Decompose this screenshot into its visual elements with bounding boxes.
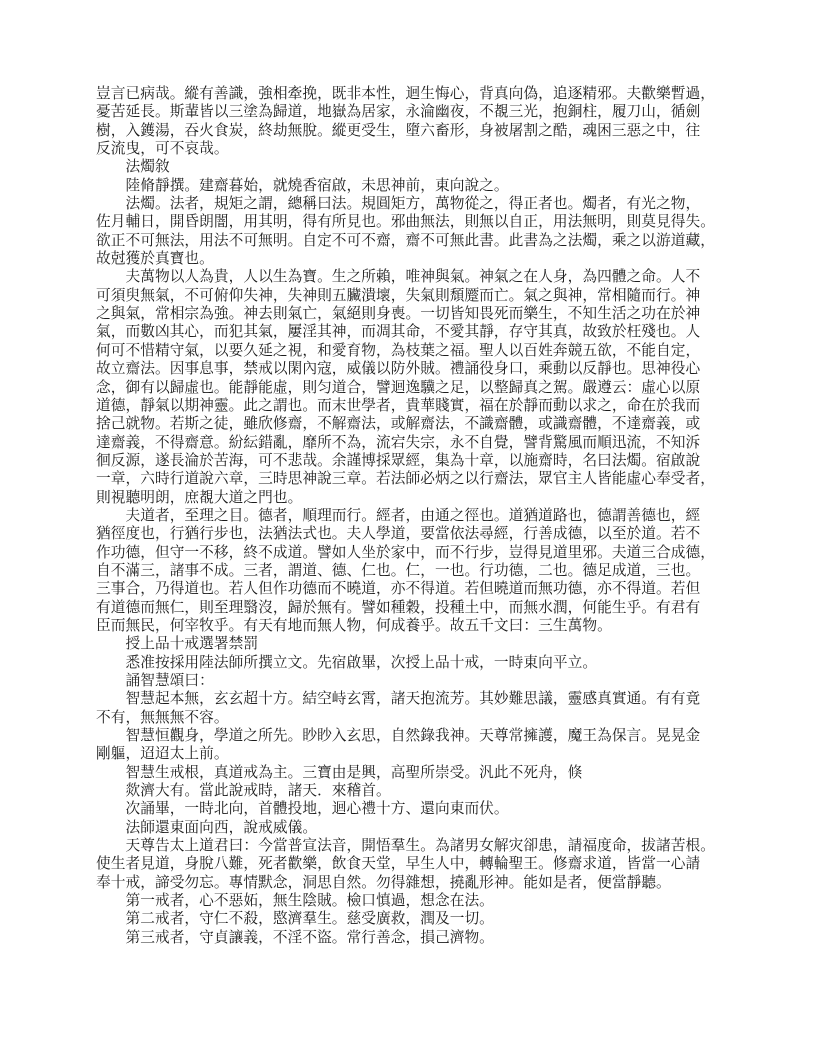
text-line: 氣，而數凶其心，而犯其氣，屢淫其神，而凋其命，不愛其靜，存守其真，故致於枉殘也。人 (96, 324, 701, 341)
text-line: 故尅獲於真寶也。 (96, 251, 214, 268)
text-line: 夫萬物以人為貴，人以生為寶。生之所賴，唯神與氣。神氣之在人身，為四體之命。人不 (96, 269, 701, 286)
text-line: 可須臾無氣，不可俯仰失神，失神則五臟潰壞，失氣則頹蹷而亡。氣之與神，常相隨而行。神 (96, 287, 701, 304)
text-line: 陸脩靜撰。建齋暮始，就燒香宿啟，未思神前，東向說之。 (96, 177, 509, 194)
text-line: 憂苦延長。斯輩皆以三塗為歸道，地嶽為居家，永淪幽夜，不覩三光，抱銅柱，履刀山，循劍 (96, 104, 701, 121)
text-line: 之與氣，常相宗為強。神去則氣亡，氣絕則身喪。一切皆知畏死而樂生，不知生活之功在於神 (96, 306, 701, 323)
text-line: 欻濟大有。當此說戒時，諸天．來稽首。 (96, 783, 391, 800)
text-line: 達齋義，不得齋意。紛紜錯亂，靡所不為，流宕失宗，永不自覺，譬背驚風而順迅流，不知泝 (96, 434, 701, 451)
text-line: 次誦畢，一時北向，首體投地，迴心禮十方、還向東而伏。 (96, 801, 509, 818)
text-line: 則視聽明朗，庶覩大道之門也。 (96, 489, 303, 506)
text-line: 悉准按採用陸法師所撰立文。先宿啟畢，次授上品十戒，一時東向平立。 (96, 654, 598, 671)
text-line: 徊反源，遂長淪於苦海，可不悲哉。余謹博採眾經，集為十章，以施齋時，名曰法燭。宿啟說 (96, 452, 701, 469)
text-line: 夫道者，至理之目。德者，順理而行。經者，由通之徑也。道猶道路也，德謂善德也，經 (96, 507, 701, 524)
text-line: 豈言已病哉。縱有善識，強相牽挽，既非本性，迴生悔心，背真向偽，追逐精邪。夫歡樂暫過， (96, 86, 715, 102)
text-line: 法師還東面向西，說戒威儀。 (96, 819, 318, 836)
text-line: 捨己就物。若斯之徒，雖欣修齋，不解齋法，或解齋法，不識齋體，或識齋體，不達齋義，或 (96, 416, 701, 433)
text-line: 三事合，乃得道也。若人但作功德而不曉道，亦不得道。若但曉道而無功德，亦不得道。若但 (96, 581, 701, 598)
text-line: 猶徑度也，行猶行步也，法猶法式也。夫人學道，要當依法尋經，行善成德，以至於道。若不 (96, 526, 701, 543)
text-line: 作功德，但守一不移，終不成道。譬如人坐於家中，而不行步，豈得見道里邪。夫道三合成德， (96, 544, 715, 561)
text-line: 臣而無民，何宰牧乎。有天有地而無人物，何成養乎。故五千文曰：三生萬物。 (96, 617, 612, 634)
text-line: 欲正不可無法，用法不可無明。自定不可不齋，齋不可無此書。此書為之法燭，乘之以游道藏， (96, 232, 715, 249)
text-line: 誦智慧頌曰： (96, 673, 214, 689)
text-line: 智慧恒觀身，學道之所先。眇眇入玄思，自然錄我神。天尊常擁護，魔王為保言。晃晃金 (96, 728, 701, 745)
text-line: 有道德而無仁，則至理翳沒，歸於無有。譬如種穀，投種土中，而無水潤，何能生乎。有君有 (96, 599, 701, 616)
text-line: 授上品十戒選署禁罰 (96, 636, 259, 653)
text-line: 一章，六時行道說六章，三時思神說三章。若法師必炳之以行齋法，眾官主人皆能虛心奉受者， (96, 471, 715, 488)
text-line: 法燭。法者，規矩之謂，總稱曰法。規圓矩方，萬物從之，得正者也。燭者，有光之物， (96, 196, 701, 213)
text-line: 第三戒者，守貞讓義，不淫不盜。常行善念，損己濟物。 (96, 929, 494, 946)
text-line: 第一戒者，心不惡妬，無生陰賊。檢口慎過，想念在法。 (96, 893, 494, 910)
text-line: 法燭敘 (96, 159, 170, 176)
text-line: 念，御有以歸虛也。能靜能虛，則匀道合，譬迴逸驥之足，以整歸真之駕。嚴遵云：虛心以原 (96, 379, 701, 396)
text-line: 反流曳，可不哀哉。 (96, 141, 229, 158)
text-line: 智慧起本無，玄玄超十方。結空峙玄霄，諸天抱流芳。其妙難思議，靈感真實通。有有竟 (96, 691, 701, 708)
text-line: 奉十戒，諦受勿忘。專情默念，洞思自然。勿得雜想，撓亂形神。能如是者，便當靜聽。 (96, 874, 671, 891)
text-line: 自不滿三，諸事不成。三者，謂道、德、仁也。仁，一也。行功德，二也。德足成道，三也。 (96, 562, 701, 579)
text-line: 不有，無無無不容。 (96, 709, 229, 726)
document-text-body (96, 85, 726, 947)
text-line: 故立齋法。因事息事，禁戒以閑內寇，威儀以防外賊。禮誦役身口，乘動以反靜也。思神役心 (96, 361, 701, 378)
text-line: 天尊告太上道君曰：今當普宣法音，開悟羣生。為諸男女解灾卻患，請福度命，拔諸苦根。 (96, 838, 715, 855)
text-line: 智慧生戒根，真道戒為主。三寶由是興，高聖所崇受。汎此不死舟，倏 (96, 764, 583, 781)
text-line: 第二戒者，守仁不殺，愍濟羣生。慈受廣救，潤及一切。 (96, 911, 494, 928)
text-line: 剛軀，迢迢太上前。 (96, 746, 229, 763)
text-line: 使生者見道，身脫八難，死者歡樂，飲食天堂，早生人中，轉輪聖王。修齋求道，皆當一心請 (96, 856, 701, 873)
text-line: 何可不惜精守氣，以要久延之視，和愛育物，為枝葉之福。聖人以百姓奔競五欲，不能自定， (96, 342, 701, 359)
text-line: 佐月輔日，開昏朗闇，用其明，得有所見也。邪曲無法，則無以自正，用法無明，則莫見得失。 (96, 214, 715, 231)
text-line: 樹，入鑊湯，吞火食炭，終劫無脫。縱更受生，墮六畜形，身被屠割之酷，魂困三惡之中，往 (96, 122, 701, 139)
text-line: 道德，靜氣以期神靈。此之謂也。而末世學者，貴華賤實，福在於靜而動以求之，命在於我而 (96, 397, 701, 414)
